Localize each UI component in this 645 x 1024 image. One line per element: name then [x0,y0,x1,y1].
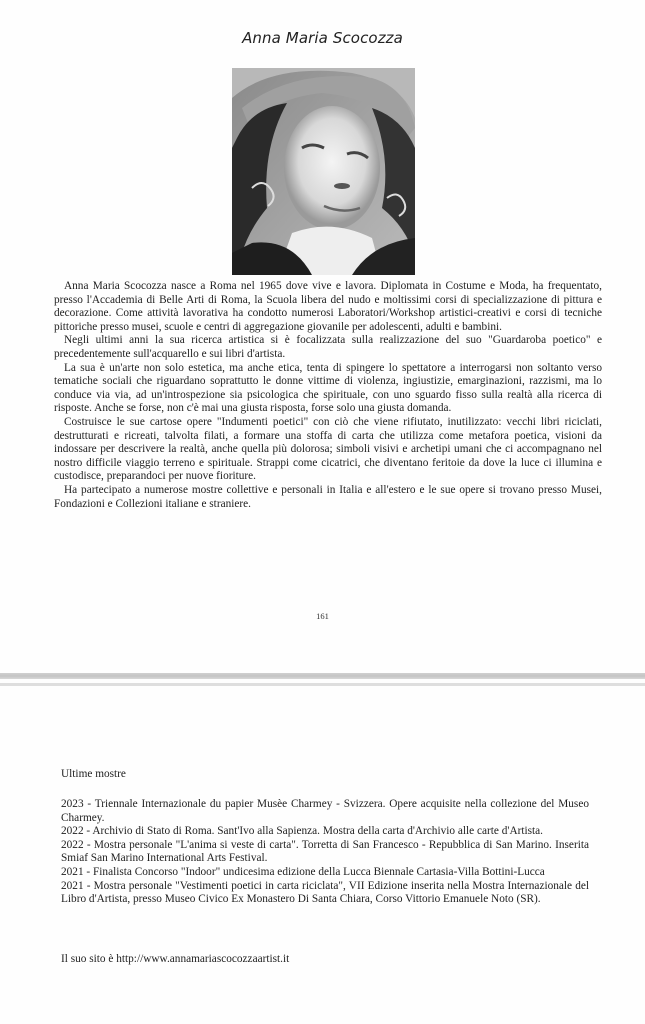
bio-paragraph: Negli ultimi anni la sua ricerca artistica si è focalizzata sulla realizzazione del suo "Guardaroba poetico" e precedentemente sull'acquarello e sui libri d'artista. [54,334,602,360]
exhibitions-heading: Ultime mostre [61,768,126,780]
website-link[interactable]: Il suo sito è http://www.annamariascocozzaartist.it [61,953,290,965]
bio-paragraph: Anna Maria Scocozza nasce a Roma nel 1965 dove vive e lavora. Diplomata in Costume e Moda, ha frequentato, presso l'Accademia di Belle Arti di Roma, la Scuola libera del nudo e moltissimi corsi di specializzazione di pittura e decorazione. Come attività lavorativa ha condotto numerosi Laboratori/Workshop artistici-creativi e corsi di tecniche pittoriche presso musei, scuole e centri di aggregazione giovanile per adolescenti, adulti e bambini. [54,280,602,333]
biography [54,280,602,511]
exhibition-item: 2021 - Finalista Concorso "Indoor" undicesima edizione della Lucca Biennale Cartasia-Villa Bottini-Lucca [61,865,545,878]
exhibition-item: 2022 - Mostra personale "L'anima si veste di carta". Torretta di San Francesco - Repubblica di San Marino. Inserita Smiaf San Marino International Arts Festival. [61,838,589,865]
page-title: Anna Maria Scocozza [242,29,403,47]
exhibition-item: 2021 - Mostra personale "Vestimenti poetici in carta riciclata", VII Edizione inserita nella Mostra Internazionale del Libro d'Artista, presso Museo Civico Ex Monastero Di Santa Chiara, Corso Vittorio Emanuele Noto (SR). [61,879,589,906]
bio-paragraph: Costruisce le sue cartose opere "Indumenti poetici" con ciò che viene rifiutato, inutilizzato: vecchi libri riciclati, destrutturati e ricreati, talvolta filati, a formare una stoffa di carta che utilizza come metafora poetica, visioni da indossare per descrivere la realtà, anche quella più dolorosa; simboli visivi e archetipi umani che ci accompagnano nel nostro difficile viaggio terreno e spirituale. Strappi come cicatrici, che diventano feritoie da dove la luce ci illumina e custodisce, preparandoci per nuove fioriture. [54,415,602,483]
bio-paragraph: Ha partecipato a numerose mostre collettive e personali in Italia e all'estero e le sue opere si trovano presso Musei, Fondazioni e Collezioni italiane e straniere. [54,483,602,510]
page-separator [0,673,645,679]
page-number: 161 [316,611,329,621]
exhibition-item: 2023 - Triennale Internazionale du papier Musèe Charmey - Svizzera. Opere acquisite nella collezione del Museo Charmey. [61,798,589,824]
exhibitions-list [61,798,589,907]
exhibition-item: 2022 - Archivio di Stato di Roma. Sant'Ivo alla Sapienza. Mostra della carta d'Archivio alle carte d'Artista. [61,825,544,838]
portrait-image [232,68,415,275]
page-separator-shadow [0,683,645,686]
artist-portrait-photo [232,68,415,275]
bio-paragraph: La sua è un'arte non solo estetica, ma anche etica, tenta di spingere lo spettatore a interrogarsi non soltanto verso tematiche sociali che riguardano soprattutto le donne vittime di violenza, ingiustizie, emarginazioni, razzismi, ma lo conduce via via, ad un'introspezione sia psicologica che spirituale, con uno sguardo fisso sulla realtà alla ricerca di risposte. Anche se forse, non c'è mai una giusta risposta, forse solo una giusta domanda. [54,361,602,415]
